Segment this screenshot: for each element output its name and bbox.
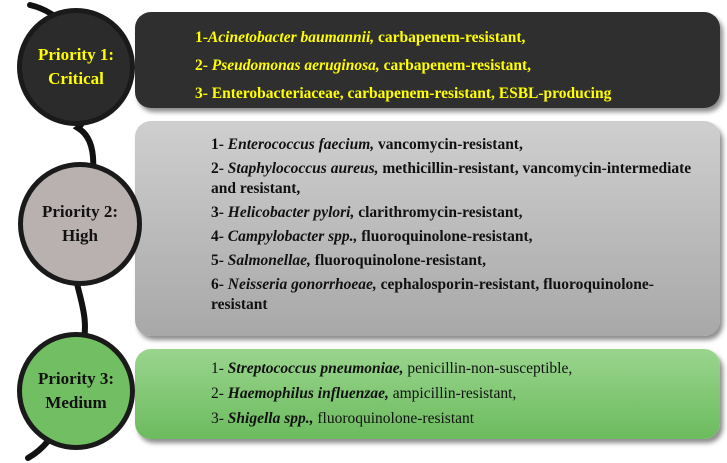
organism-name: Streptococcus pneumoniae, [227,360,404,377]
priority-title: Priority 2: [42,202,118,221]
medium-list [211,359,572,434]
organism-name: Acinetobacter baumannii, [207,29,375,46]
organism-name: Salmonellae, [227,252,311,269]
list-item: 3- Enterobacteriaceae, carbapenem-resistant, ESBL-producing [195,85,612,102]
priority-title: Priority 1: [38,45,114,64]
critical-list [195,28,611,112]
list-item: 2- Staphylococcus aureus, methicillin-resistant, vancomycin-intermediate and resistant, [211,160,692,197]
list-item: 1-Acinetobacter baumannii, carbapenem-resistant, [195,29,526,46]
list-item: 3- Helicobacter pylori, clarithromycin-resistant, [211,204,523,221]
organism-name: Pseudomonas aeruginosa, [211,57,380,74]
priority-level: Critical [48,69,104,88]
priority-critical-box [135,12,720,108]
priority-level: High [62,226,98,245]
organism-name: Staphylococcus aureus, [227,160,379,177]
priority-2-circle [18,162,142,286]
list-item: 5- Salmonellae, fluoroquinolone-resistant, [211,252,487,269]
priority-title: Priority 3: [38,369,114,388]
organism-name: Enterobacteriaceae, [211,85,344,102]
organism-name: Neisseria gonorrhoeae, [227,276,377,293]
list-item: 2- Pseudomonas aeruginosa, carbapenem-resistant, [195,57,531,74]
organism-name: Shigella spp., [227,410,314,427]
priority-1-circle [17,8,135,126]
high-list [211,135,701,319]
list-item: 2- Haemophilus influenzae, ampicillin-resistant, [211,385,517,402]
organism-name: Helicobacter pylori, [227,204,355,221]
list-item: 3- Shigella spp., fluoroquinolone-resistant [211,410,475,427]
organism-name: Campylobacter spp., [227,228,358,245]
list-item: 1- Streptococcus pneumoniae, penicillin-non-susceptible, [211,360,573,377]
organism-name: Enterococcus faecium, [227,136,375,153]
organism-name: Haemophilus influenzae, [227,385,389,402]
list-item: 6- Neisseria gonorrhoeae, cephalosporin-resistant, fluoroquinolone-resistant [211,276,654,313]
priority-level: Medium [45,393,107,412]
priority-high-box [135,121,720,336]
list-item: 1- Enterococcus faecium, vancomycin-resistant, [211,136,523,153]
priority-medium-box [135,349,720,439]
list-item: 4- Campylobacter spp., fluoroquinolone-resistant, [211,228,533,245]
priority-3-circle [17,332,135,450]
